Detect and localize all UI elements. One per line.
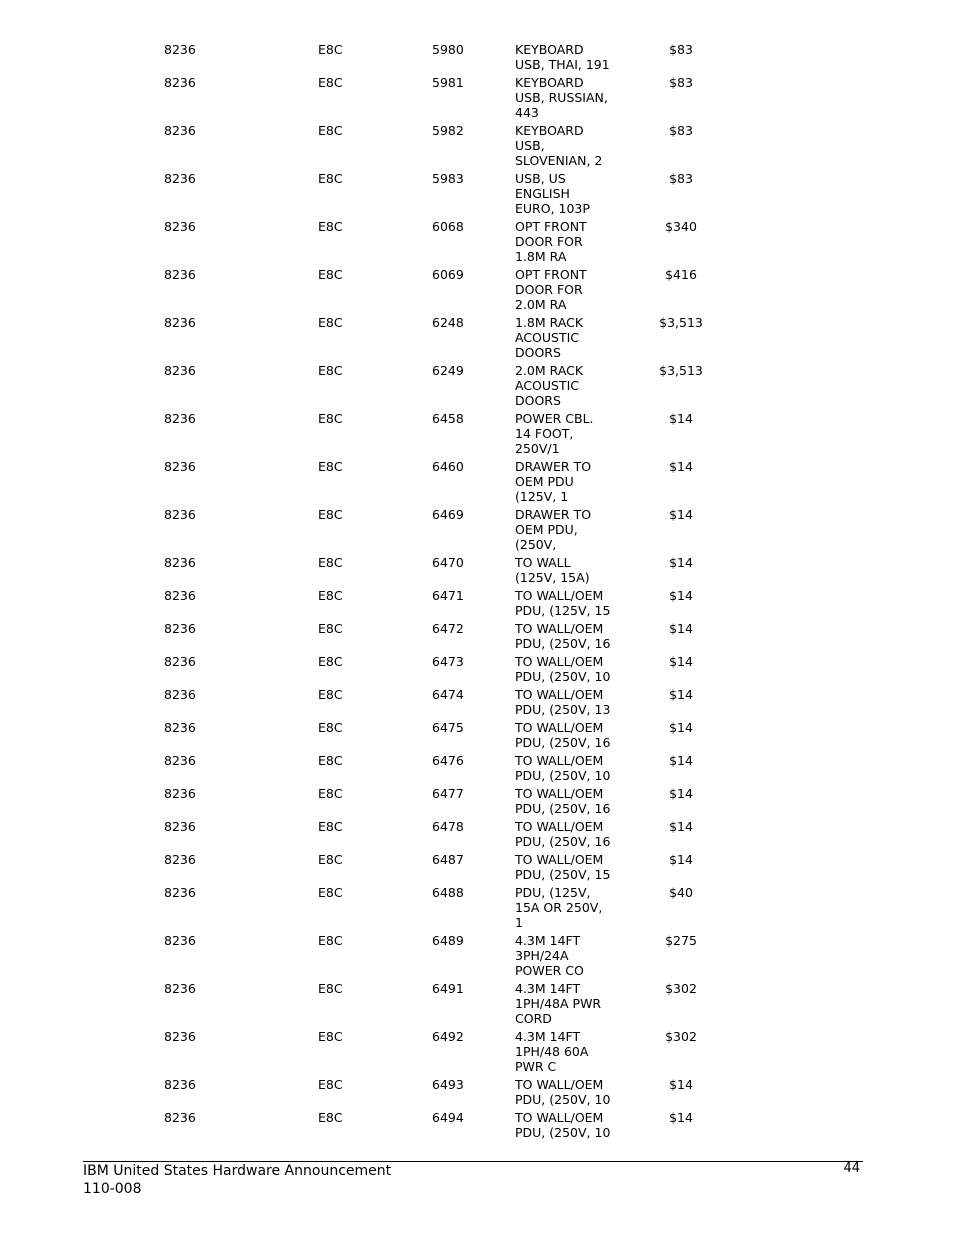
description-line: 15A OR 250V,: [515, 900, 603, 915]
machine-type-cell: 8236: [164, 933, 196, 948]
description-line: KEYBOARD: [515, 123, 584, 138]
description-line: TO WALL/OEM: [515, 852, 604, 867]
description-line: KEYBOARD: [515, 42, 584, 57]
description-line: 4.3M 14FT: [515, 981, 581, 996]
model-cell: E8C: [318, 267, 343, 282]
description-line: TO WALL/OEM: [515, 687, 604, 702]
model-cell: E8C: [318, 933, 343, 948]
machine-type-cell: 8236: [164, 171, 196, 186]
description-cell: [515, 1029, 635, 1074]
description-line: USB, THAI, 191: [515, 57, 610, 72]
description-line: PDU, (250V, 15: [515, 867, 611, 882]
description-line: USB, US: [515, 171, 566, 186]
price-cell: $302: [665, 1029, 697, 1044]
description-line: DRAWER TO: [515, 507, 592, 522]
description-line: ACOUSTIC: [515, 378, 580, 393]
price-cell: $14: [669, 1077, 693, 1092]
description-line: DOOR FOR: [515, 234, 583, 249]
model-cell: E8C: [318, 852, 343, 867]
description-line: OEM PDU: [515, 474, 574, 489]
description-line: 3PH/24A: [515, 948, 569, 963]
footer-title-line: IBM United States Hardware Announcement: [83, 1163, 392, 1179]
model-cell: E8C: [318, 459, 343, 474]
description-line: TO WALL/OEM: [515, 786, 604, 801]
description-cell: [515, 687, 635, 717]
model-cell: E8C: [318, 219, 343, 234]
model-cell: E8C: [318, 621, 343, 636]
description-line: 1: [515, 915, 523, 930]
description-cell: [515, 981, 635, 1026]
description-line: OPT FRONT: [515, 267, 587, 282]
model-cell: E8C: [318, 786, 343, 801]
description-cell: [515, 315, 635, 360]
price-cell: $275: [665, 933, 697, 948]
machine-type-cell: 8236: [164, 123, 196, 138]
description-line: PDU, (250V, 16: [515, 834, 611, 849]
description-line: 1PH/48 60A: [515, 1044, 589, 1059]
description-line: 2.0M RA: [515, 297, 567, 312]
feature-number-cell: 6478: [432, 819, 464, 834]
model-cell: E8C: [318, 1029, 343, 1044]
model-cell: E8C: [318, 819, 343, 834]
machine-type-cell: 8236: [164, 852, 196, 867]
model-cell: E8C: [318, 588, 343, 603]
machine-type-cell: 8236: [164, 75, 196, 90]
price-cell: $14: [669, 720, 693, 735]
feature-number-cell: 6068: [432, 219, 464, 234]
description-cell: [515, 654, 635, 684]
machine-type-cell: 8236: [164, 819, 196, 834]
machine-type-cell: 8236: [164, 555, 196, 570]
price-cell: $14: [669, 753, 693, 768]
feature-number-cell: 6248: [432, 315, 464, 330]
feature-number-cell: 6493: [432, 1077, 464, 1092]
feature-number-cell: 6494: [432, 1110, 464, 1125]
machine-type-cell: 8236: [164, 1077, 196, 1092]
model-cell: E8C: [318, 42, 343, 57]
description-line: TO WALL/OEM: [515, 1110, 604, 1125]
price-cell: $14: [669, 852, 693, 867]
price-cell: $14: [669, 555, 693, 570]
price-cell: $14: [669, 507, 693, 522]
price-cell: $83: [669, 75, 693, 90]
machine-type-cell: 8236: [164, 786, 196, 801]
model-cell: E8C: [318, 654, 343, 669]
description-cell: [515, 42, 635, 72]
machine-type-cell: 8236: [164, 753, 196, 768]
description-line: OPT FRONT: [515, 219, 587, 234]
price-cell: $14: [669, 654, 693, 669]
model-cell: E8C: [318, 75, 343, 90]
price-cell: $14: [669, 786, 693, 801]
machine-type-cell: 8236: [164, 507, 196, 522]
description-cell: [515, 852, 635, 882]
description-line: ACOUSTIC: [515, 330, 580, 345]
description-line: PDU, (250V, 10: [515, 1125, 611, 1140]
description-line: USB, RUSSIAN,: [515, 90, 608, 105]
price-cell: $14: [669, 687, 693, 702]
description-line: (125V, 15A): [515, 570, 590, 585]
feature-number-cell: 6471: [432, 588, 464, 603]
price-cell: $83: [669, 171, 693, 186]
description-line: TO WALL/OEM: [515, 654, 604, 669]
model-cell: E8C: [318, 507, 343, 522]
description-line: (125V, 1: [515, 489, 569, 504]
feature-number-cell: 6249: [432, 363, 464, 378]
description-line: DOORS: [515, 345, 561, 360]
feature-number-cell: 6477: [432, 786, 464, 801]
description-line: DOOR FOR: [515, 282, 583, 297]
price-cell: $3,513: [659, 363, 703, 378]
feature-number-cell: 6476: [432, 753, 464, 768]
description-cell: [515, 123, 635, 168]
description-cell: [515, 507, 635, 552]
feature-number-cell: 6473: [432, 654, 464, 669]
description-line: DOORS: [515, 393, 561, 408]
feature-number-cell: 6488: [432, 885, 464, 900]
description-cell: [515, 171, 635, 216]
description-line: USB,: [515, 138, 545, 153]
machine-type-cell: 8236: [164, 219, 196, 234]
machine-type-cell: 8236: [164, 687, 196, 702]
feature-number-cell: 6472: [432, 621, 464, 636]
description-cell: [515, 786, 635, 816]
price-cell: $3,513: [659, 315, 703, 330]
description-cell: [515, 720, 635, 750]
description-cell: [515, 411, 635, 456]
price-cell: $14: [669, 411, 693, 426]
price-cell: $14: [669, 819, 693, 834]
description-line: PDU, (250V, 13: [515, 702, 611, 717]
model-cell: E8C: [318, 123, 343, 138]
price-cell: $14: [669, 588, 693, 603]
description-cell: [515, 621, 635, 651]
description-cell: [515, 1110, 635, 1140]
description-line: PDU, (250V, 16: [515, 636, 611, 651]
model-cell: E8C: [318, 720, 343, 735]
description-line: PDU, (250V, 16: [515, 735, 611, 750]
description-line: (250V,: [515, 537, 557, 552]
description-line: 4.3M 14FT: [515, 933, 581, 948]
model-cell: E8C: [318, 1110, 343, 1125]
feature-number-cell: 6492: [432, 1029, 464, 1044]
feature-number-cell: 6489: [432, 933, 464, 948]
description-cell: [515, 555, 635, 585]
machine-type-cell: 8236: [164, 720, 196, 735]
description-line: TO WALL: [515, 555, 571, 570]
description-cell: [515, 588, 635, 618]
description-cell: [515, 819, 635, 849]
machine-type-cell: 8236: [164, 1029, 196, 1044]
feature-number-cell: 6491: [432, 981, 464, 996]
description-cell: [515, 267, 635, 312]
description-line: TO WALL/OEM: [515, 720, 604, 735]
description-line: 250V/1: [515, 441, 560, 456]
description-line: EURO, 103P: [515, 201, 590, 216]
machine-type-cell: 8236: [164, 315, 196, 330]
feature-number-cell: 5981: [432, 75, 464, 90]
description-line: PDU, (125V,: [515, 885, 591, 900]
model-cell: E8C: [318, 885, 343, 900]
feature-number-cell: 6460: [432, 459, 464, 474]
machine-type-cell: 8236: [164, 1110, 196, 1125]
model-cell: E8C: [318, 981, 343, 996]
description-cell: [515, 753, 635, 783]
description-cell: [515, 933, 635, 978]
price-cell: $14: [669, 621, 693, 636]
feature-number-cell: 6474: [432, 687, 464, 702]
price-cell: $14: [669, 459, 693, 474]
feature-number-cell: 6469: [432, 507, 464, 522]
model-cell: E8C: [318, 687, 343, 702]
description-cell: [515, 459, 635, 504]
model-cell: E8C: [318, 411, 343, 426]
model-cell: E8C: [318, 753, 343, 768]
model-cell: E8C: [318, 1077, 343, 1092]
description-line: 1PH/48A PWR: [515, 996, 602, 1011]
description-line: TO WALL/OEM: [515, 1077, 604, 1092]
description-cell: [515, 885, 635, 930]
description-line: PDU, (250V, 10: [515, 768, 611, 783]
machine-type-cell: 8236: [164, 981, 196, 996]
description-line: 1.8M RA: [515, 249, 567, 264]
description-line: SLOVENIAN, 2: [515, 153, 603, 168]
description-line: PDU, (250V, 10: [515, 669, 611, 684]
footer-announcement-number: 110-008: [83, 1181, 142, 1197]
feature-number-cell: 6069: [432, 267, 464, 282]
machine-type-cell: 8236: [164, 621, 196, 636]
description-cell: [515, 75, 635, 120]
description-line: POWER CO: [515, 963, 584, 978]
description-cell: [515, 219, 635, 264]
description-line: PWR C: [515, 1059, 557, 1074]
description-cell: [515, 363, 635, 408]
description-line: ENGLISH: [515, 186, 570, 201]
model-cell: E8C: [318, 555, 343, 570]
machine-type-cell: 8236: [164, 588, 196, 603]
description-line: 2.0M RACK: [515, 363, 584, 378]
feature-number-cell: 5983: [432, 171, 464, 186]
price-cell: $416: [665, 267, 697, 282]
description-line: DRAWER TO: [515, 459, 592, 474]
price-cell: $14: [669, 1110, 693, 1125]
price-cell: $83: [669, 123, 693, 138]
price-cell: $40: [669, 885, 693, 900]
feature-number-cell: 5982: [432, 123, 464, 138]
description-line: TO WALL/OEM: [515, 621, 604, 636]
feature-number-cell: 6458: [432, 411, 464, 426]
description-line: PDU, (250V, 16: [515, 801, 611, 816]
feature-number-cell: 6470: [432, 555, 464, 570]
description-line: 4.3M 14FT: [515, 1029, 581, 1044]
model-cell: E8C: [318, 171, 343, 186]
machine-type-cell: 8236: [164, 885, 196, 900]
description-cell: [515, 1077, 635, 1107]
description-line: KEYBOARD: [515, 75, 584, 90]
description-line: PDU, (250V, 10: [515, 1092, 611, 1107]
description-line: 1.8M RACK: [515, 315, 584, 330]
machine-type-cell: 8236: [164, 42, 196, 57]
price-cell: $83: [669, 42, 693, 57]
description-line: TO WALL/OEM: [515, 588, 604, 603]
price-cell: $302: [665, 981, 697, 996]
model-cell: E8C: [318, 315, 343, 330]
price-cell: $340: [665, 219, 697, 234]
description-line: PDU, (125V, 15: [515, 603, 611, 618]
description-line: TO WALL/OEM: [515, 819, 604, 834]
footer-announcement-title: [83, 1162, 391, 1198]
description-line: 443: [515, 105, 539, 120]
model-cell: E8C: [318, 363, 343, 378]
machine-type-cell: 8236: [164, 654, 196, 669]
description-line: POWER CBL.: [515, 411, 594, 426]
machine-type-cell: 8236: [164, 459, 196, 474]
description-line: 14 FOOT,: [515, 426, 574, 441]
description-line: TO WALL/OEM: [515, 753, 604, 768]
machine-type-cell: 8236: [164, 411, 196, 426]
machine-type-cell: 8236: [164, 267, 196, 282]
description-line: CORD: [515, 1011, 552, 1026]
page-number: 44: [843, 1161, 860, 1176]
feature-number-cell: 6487: [432, 852, 464, 867]
machine-type-cell: 8236: [164, 363, 196, 378]
feature-number-cell: 5980: [432, 42, 464, 57]
description-line: OEM PDU,: [515, 522, 578, 537]
feature-number-cell: 6475: [432, 720, 464, 735]
